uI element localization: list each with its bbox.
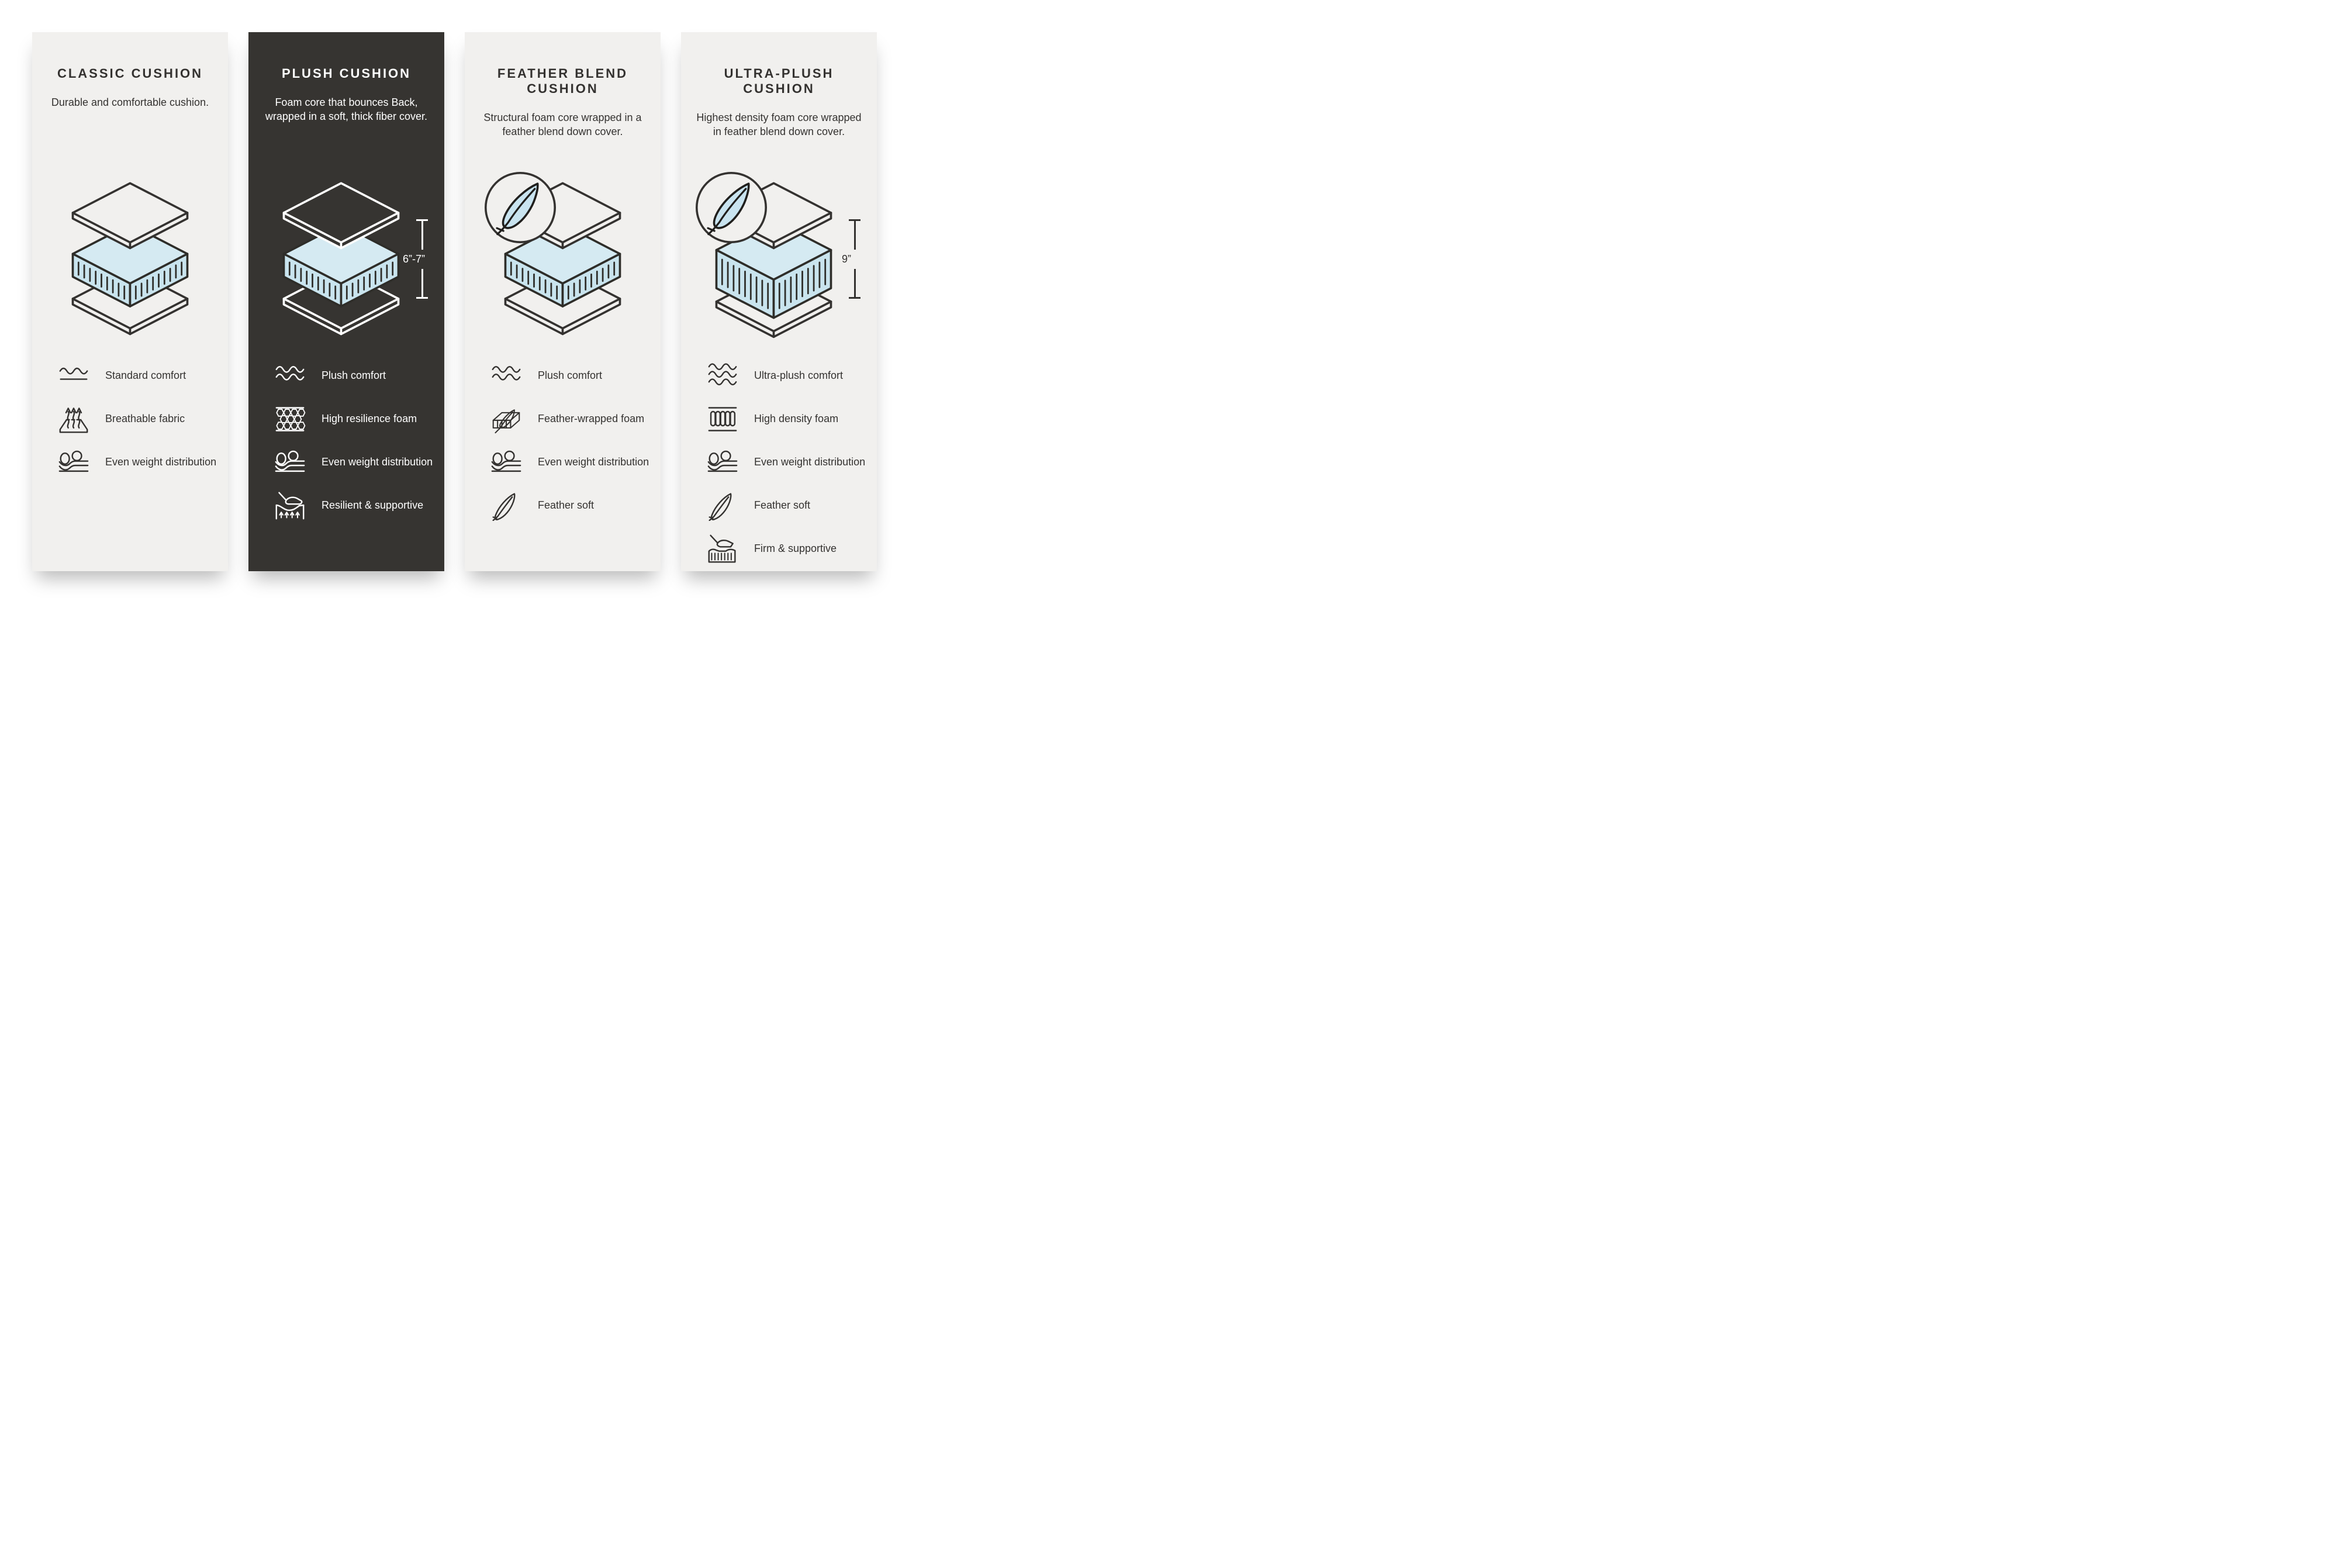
ruler-line <box>421 221 423 250</box>
comfort-waves-underline-icon <box>57 361 90 391</box>
feature-row <box>706 361 866 391</box>
card-description: Durable and comfortable cushion. <box>51 96 209 108</box>
feature-row <box>274 447 434 478</box>
even-weight-distribution-icon <box>274 447 306 478</box>
comfort-waves-icon <box>274 361 306 391</box>
feature-label: Resilient & supportive <box>322 499 424 512</box>
cushion-layers-diagram <box>58 178 202 341</box>
feature-label: Feather soft <box>538 499 595 512</box>
feature-row <box>57 404 217 434</box>
ruler-line <box>421 269 423 298</box>
card-description: Structural foam core wrapped in a feather blend down cover. <box>483 111 642 138</box>
height-ruler <box>403 219 433 299</box>
cushion-layers-diagram <box>269 178 413 341</box>
feature-label: Even weight distribution <box>754 456 866 468</box>
feature-row <box>706 534 866 564</box>
comfort-waves-icon <box>490 361 523 391</box>
ruler-line <box>854 269 856 298</box>
feature-list <box>248 361 444 521</box>
feather-wrapped-foam-icon <box>490 404 523 434</box>
feature-row <box>490 447 650 478</box>
cushion-comparison-infographic <box>0 0 903 571</box>
card-header <box>32 66 228 178</box>
cushion-illustration <box>58 178 202 341</box>
height-ruler <box>841 219 865 299</box>
feature-label: Standard comfort <box>105 369 186 382</box>
feature-row <box>57 361 217 391</box>
feature-list <box>32 361 228 478</box>
ruler-bottom-cap <box>849 297 860 299</box>
even-weight-distribution-icon <box>57 447 90 478</box>
feature-row <box>274 361 434 391</box>
feature-label: Even weight distribution <box>322 456 433 468</box>
card-header <box>248 66 444 178</box>
feature-list <box>465 361 661 521</box>
feather-soft-icon <box>706 491 739 521</box>
even-weight-distribution-icon <box>706 447 739 478</box>
height-measurement: 9” <box>841 253 851 265</box>
feature-row <box>490 404 650 434</box>
card-title: CLASSIC CUSHION <box>57 66 203 81</box>
card-header <box>681 66 877 178</box>
high-density-foam-icon <box>706 404 739 434</box>
card-title: ULTRA-PLUSH CUSHION <box>724 66 834 96</box>
cushion-illustration <box>269 178 426 341</box>
high-resilience-foam-icon <box>274 404 306 434</box>
feature-row <box>490 361 650 391</box>
feature-row <box>490 491 650 521</box>
feather-soft-icon <box>490 491 523 521</box>
card-header <box>465 66 661 178</box>
firm-supportive-icon <box>706 534 739 564</box>
feature-row <box>706 447 866 478</box>
feature-label: Feather-wrapped foam <box>538 413 645 425</box>
card-title: FEATHER BLEND CUSHION <box>497 66 628 96</box>
feature-label: Firm & supportive <box>754 543 837 555</box>
card-plush-cushion <box>248 32 444 571</box>
card-feather-blend-cushion <box>465 32 661 571</box>
feature-label: Even weight distribution <box>105 456 217 468</box>
card-description: Highest density foam core wrapped in feather blend down cover. <box>696 111 862 138</box>
feature-row <box>706 491 866 521</box>
feature-label: Plush comfort <box>322 369 386 382</box>
feature-row <box>57 447 217 478</box>
resilient-supportive-icon <box>274 491 306 521</box>
feature-label: Ultra-plush comfort <box>754 369 844 382</box>
height-measurement: 6”-7” <box>403 253 426 265</box>
feature-row <box>274 491 434 521</box>
feature-label: Feather soft <box>754 499 811 512</box>
even-weight-distribution-icon <box>490 447 523 478</box>
feature-label: High resilience foam <box>322 413 417 425</box>
feature-list <box>681 361 877 564</box>
cushion-illustration <box>491 178 634 341</box>
card-title: PLUSH CUSHION <box>281 66 412 81</box>
ultra-plush-waves-icon <box>706 361 739 391</box>
ruler-bottom-cap <box>416 297 428 299</box>
feature-label: Even weight distribution <box>538 456 649 468</box>
feather-badge-icon <box>694 170 769 245</box>
feather-badge-icon <box>483 170 558 245</box>
card-description: Foam core that bounces Back, wrapped in a soft, thick fiber cover. <box>265 96 428 123</box>
feature-label: High density foam <box>754 413 839 425</box>
feature-row <box>274 404 434 434</box>
feature-label: Breathable fabric <box>105 413 185 425</box>
ruler-line <box>854 221 856 250</box>
feature-row <box>706 404 866 434</box>
feature-label: Plush comfort <box>538 369 603 382</box>
cushion-illustration <box>702 178 851 341</box>
card-ultra-plush-cushion <box>681 32 877 571</box>
breathable-fabric-icon <box>57 404 90 434</box>
card-classic-cushion <box>32 32 228 571</box>
